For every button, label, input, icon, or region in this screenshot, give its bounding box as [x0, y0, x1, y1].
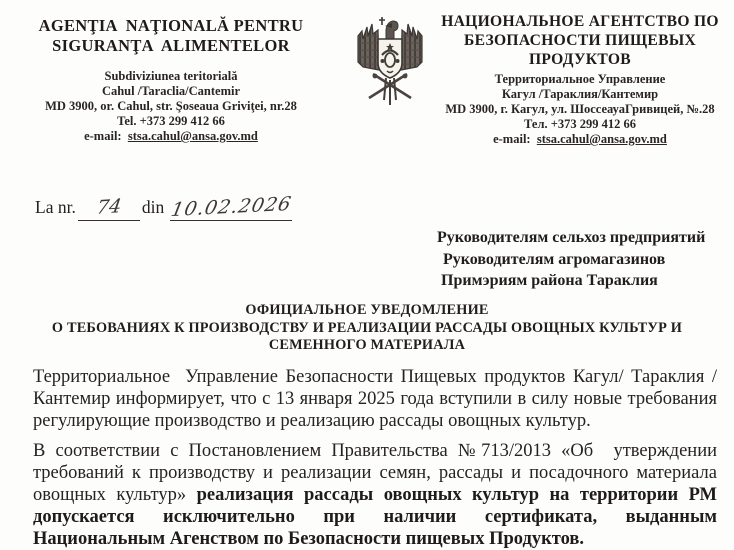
reference-prefix: La nr.	[35, 197, 76, 217]
addressee-agroshop-directors: Руководителям агромагазинов	[443, 250, 666, 268]
letterhead-ro-details	[22, 69, 320, 144]
address-ru: MD 3900, г. Кагул, ул. ШоссеауаГривицей, №.28	[445, 102, 715, 116]
phone-ru: Тел. +373 299 412 66	[524, 117, 636, 131]
districts-ro: Cahul /Taraclia/Cantemir	[101, 84, 241, 98]
reference-date-handwritten: 10.02.2026	[168, 192, 294, 222]
email-address-ro: stsa.cahul@ansa.gov.md	[127, 129, 258, 143]
address-ro: MD 3900, or. Cahul, str. Şoseaua Griviţei, nr.28	[45, 99, 297, 113]
letterhead-ru-details	[430, 72, 730, 147]
email-address-ru: stsa.cahul@ansa.gov.md	[536, 132, 667, 146]
reference-din-label: din	[141, 197, 165, 217]
phone-ro: Tel. +373 299 412 66	[117, 114, 225, 128]
reference-number-blank	[78, 196, 140, 221]
agency-name-ru-line2: БЕЗОПАСНОСТИ ПИЩЕВЫХ	[463, 32, 697, 49]
document-title-line3: СЕМЕННОГО МАТЕРИАЛА	[268, 337, 466, 354]
reference-line	[35, 192, 294, 222]
paragraph-regulation-regular: В соответствии с Постановлением Правительства №713/2013 «Об утверждении требований к производству и реализации семян, рассады и посадочного материала овощных культур»	[33, 441, 722, 505]
email-line-ru	[430, 132, 730, 147]
coat-of-arms-svg	[351, 10, 429, 116]
paragraph-intro: Территориальное Управление Безопасности Пищевых продуктов Кагул/ Тараклия / Кантемир информирует, что с 13 января 2025 года вступили в силу новые требования регулирующие производство и реализацию рассады овощных культур.	[33, 367, 722, 431]
agency-name-ro-line2: SIGURANŢA ALIMENTELOR	[52, 36, 290, 55]
reference-number-handwritten: 74	[95, 195, 123, 219]
reference-date-blank	[168, 192, 294, 222]
document-title	[20, 302, 714, 355]
email-label-ro: e-mail:	[84, 129, 122, 143]
subdivision-ru: Территориальное Управление	[494, 72, 666, 86]
paragraph-regulation-bold: реализация рассады овощных культур на территории РМ допускается исключительно при наличии сертификата, выданным Национальным Агенством по Безопасности пищевых Продуктов.	[33, 485, 722, 549]
document-title-line2: О ТЕБОВАНИЯХ К ПРОИЗВОДСТВУ И РЕАЛИЗАЦИИ РАССАДЫ ОВОЩНЫХ КУЛЬТУР И	[51, 319, 683, 336]
subdivision-ro: Subdiviziunea teritorială	[104, 69, 238, 83]
addressee-farm-directors: Руководителям сельхоз предприятий	[437, 229, 706, 246]
email-line-ro	[22, 129, 320, 144]
addressee-mayoralties: Примэриям района Тараклия	[441, 272, 658, 289]
document-title-line1: ОФИЦИАЛЬНОЕ УВЕДОМЛЕНИЕ	[245, 302, 489, 318]
paragraph-regulation	[33, 440, 722, 550]
letterhead-russian	[430, 12, 730, 147]
agency-name-ru-line3: ПРОДУКТОВ	[528, 51, 631, 68]
agency-name-ru-line1: НАЦИОНАЛЬНОЕ АГЕНТСТВО ПО	[441, 13, 719, 30]
agency-name-ro-line1: AGENŢIA NAŢIONALĂ PENTRU	[38, 16, 304, 35]
addressee-block	[437, 227, 731, 292]
email-label-ru: e-mail:	[493, 132, 531, 146]
districts-ru: Кагул /Тараклия/Кантемир	[501, 87, 659, 101]
moldova-coat-of-arms-icon	[351, 10, 429, 116]
letterhead-romanian	[22, 16, 320, 144]
